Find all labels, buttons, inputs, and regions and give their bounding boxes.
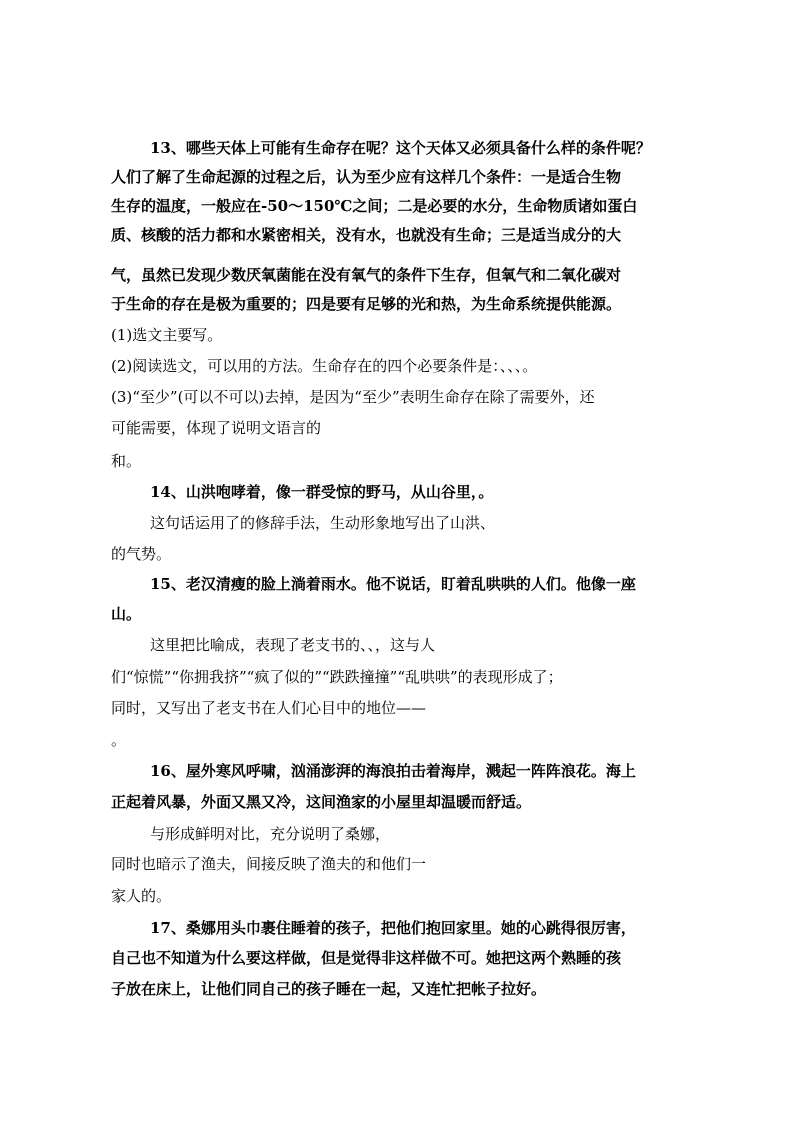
q15-question-3: 同时，又写出了老支书在人们心目中的地位—— xyxy=(111,699,427,717)
q15-question-1: 这里把比喻成，表现了老支书的、、，这与人 xyxy=(150,636,436,654)
q13-line-5: 气，虽然已发现少数厌氧菌能在没有氧气的条件下生存，但氧气和二氧化碳对 xyxy=(111,266,622,284)
q15-line-2: 山。 xyxy=(111,605,142,623)
q14-question-1-end: 的气势。 xyxy=(111,545,172,563)
q15-question-2: 们“惊慌”“你拥我挤”“疯了似的”“跌跌撞撞”“乱哄哄”的表现形成了； xyxy=(111,668,563,686)
q13-question-3-cont: 可能需要，体现了说明文语言的 xyxy=(111,419,322,437)
q13-line-3: 生存的温度，一般应在-50～150℃之间；二是必要的水分，生命物质诸如蛋白 xyxy=(111,197,638,215)
q16-line-1: 16、屋外寒风呼啸，汹涌澎湃的海浪拍击着海岸，溅起一阵阵浪花。海上 xyxy=(150,762,636,780)
q16-line-2: 正起着风暴，外面又黑又冷，这间渔家的小屋里却温暖而舒适。 xyxy=(111,793,532,811)
q13-question-2: (2)阅读选文，可以用的方法。生命存在的四个必要条件是：、、、。 xyxy=(111,357,538,375)
q13-line-2: 人们了解了生命起源的过程之后，认为至少应有这样几个条件：一是适合生物 xyxy=(111,168,622,186)
q14-question-1: 这句话运用了的修辞手法，生动形象地写出了山洪、 xyxy=(150,514,496,532)
q16-question-1: 与形成鲜明对比，充分说明了桑娜， xyxy=(150,825,391,843)
q17-line-2: 自己也不知道为什么要这样做，但是觉得非这样做不可。她把这两个熟睡的孩 xyxy=(111,949,622,967)
q16-question-3: 家人的。 xyxy=(111,887,172,905)
q13-line-4: 质、核酸的活力都和水紧密相关，没有水，也就没有生命；三是适当成分的大 xyxy=(111,226,622,244)
q13-line-1: 13、哪些天体上可能有生命存在呢？这个天体又必须具备什么样的条件呢？ xyxy=(150,139,651,157)
q16-question-2: 同时也暗示了渔夫，间接反映了渔夫的和他们一 xyxy=(111,855,427,873)
q15-line-1: 15、老汉清瘦的脸上淌着雨水。他不说话，盯着乱哄哄的人们。他像一座 xyxy=(150,575,636,593)
q13-question-1: (1)选文主要写。 xyxy=(111,326,223,344)
q13-question-3: (3)“至少”(可以不可以)去掉，是因为“至少”表明生命存在除了需要外，还 xyxy=(111,388,595,406)
q15-question-3-end: 。 xyxy=(111,731,127,749)
q13-question-3-end: 和。 xyxy=(111,452,142,470)
q13-line-6: 于生命的存在是极为重要的；四是要有足够的光和热，为生命系统提供能源。 xyxy=(111,295,622,313)
q17-line-1: 17、桑娜用头巾裹住睡着的孩子，把他们抱回家里。她的心跳得很厉害， xyxy=(150,919,636,937)
q14-line-1: 14、山洪咆哮着，像一群受惊的野马，从山谷里，。 xyxy=(150,483,494,501)
q17-line-3: 子放在床上，让他们同自己的孩子睡在一起，又连忙把帐子拉好。 xyxy=(111,980,547,998)
